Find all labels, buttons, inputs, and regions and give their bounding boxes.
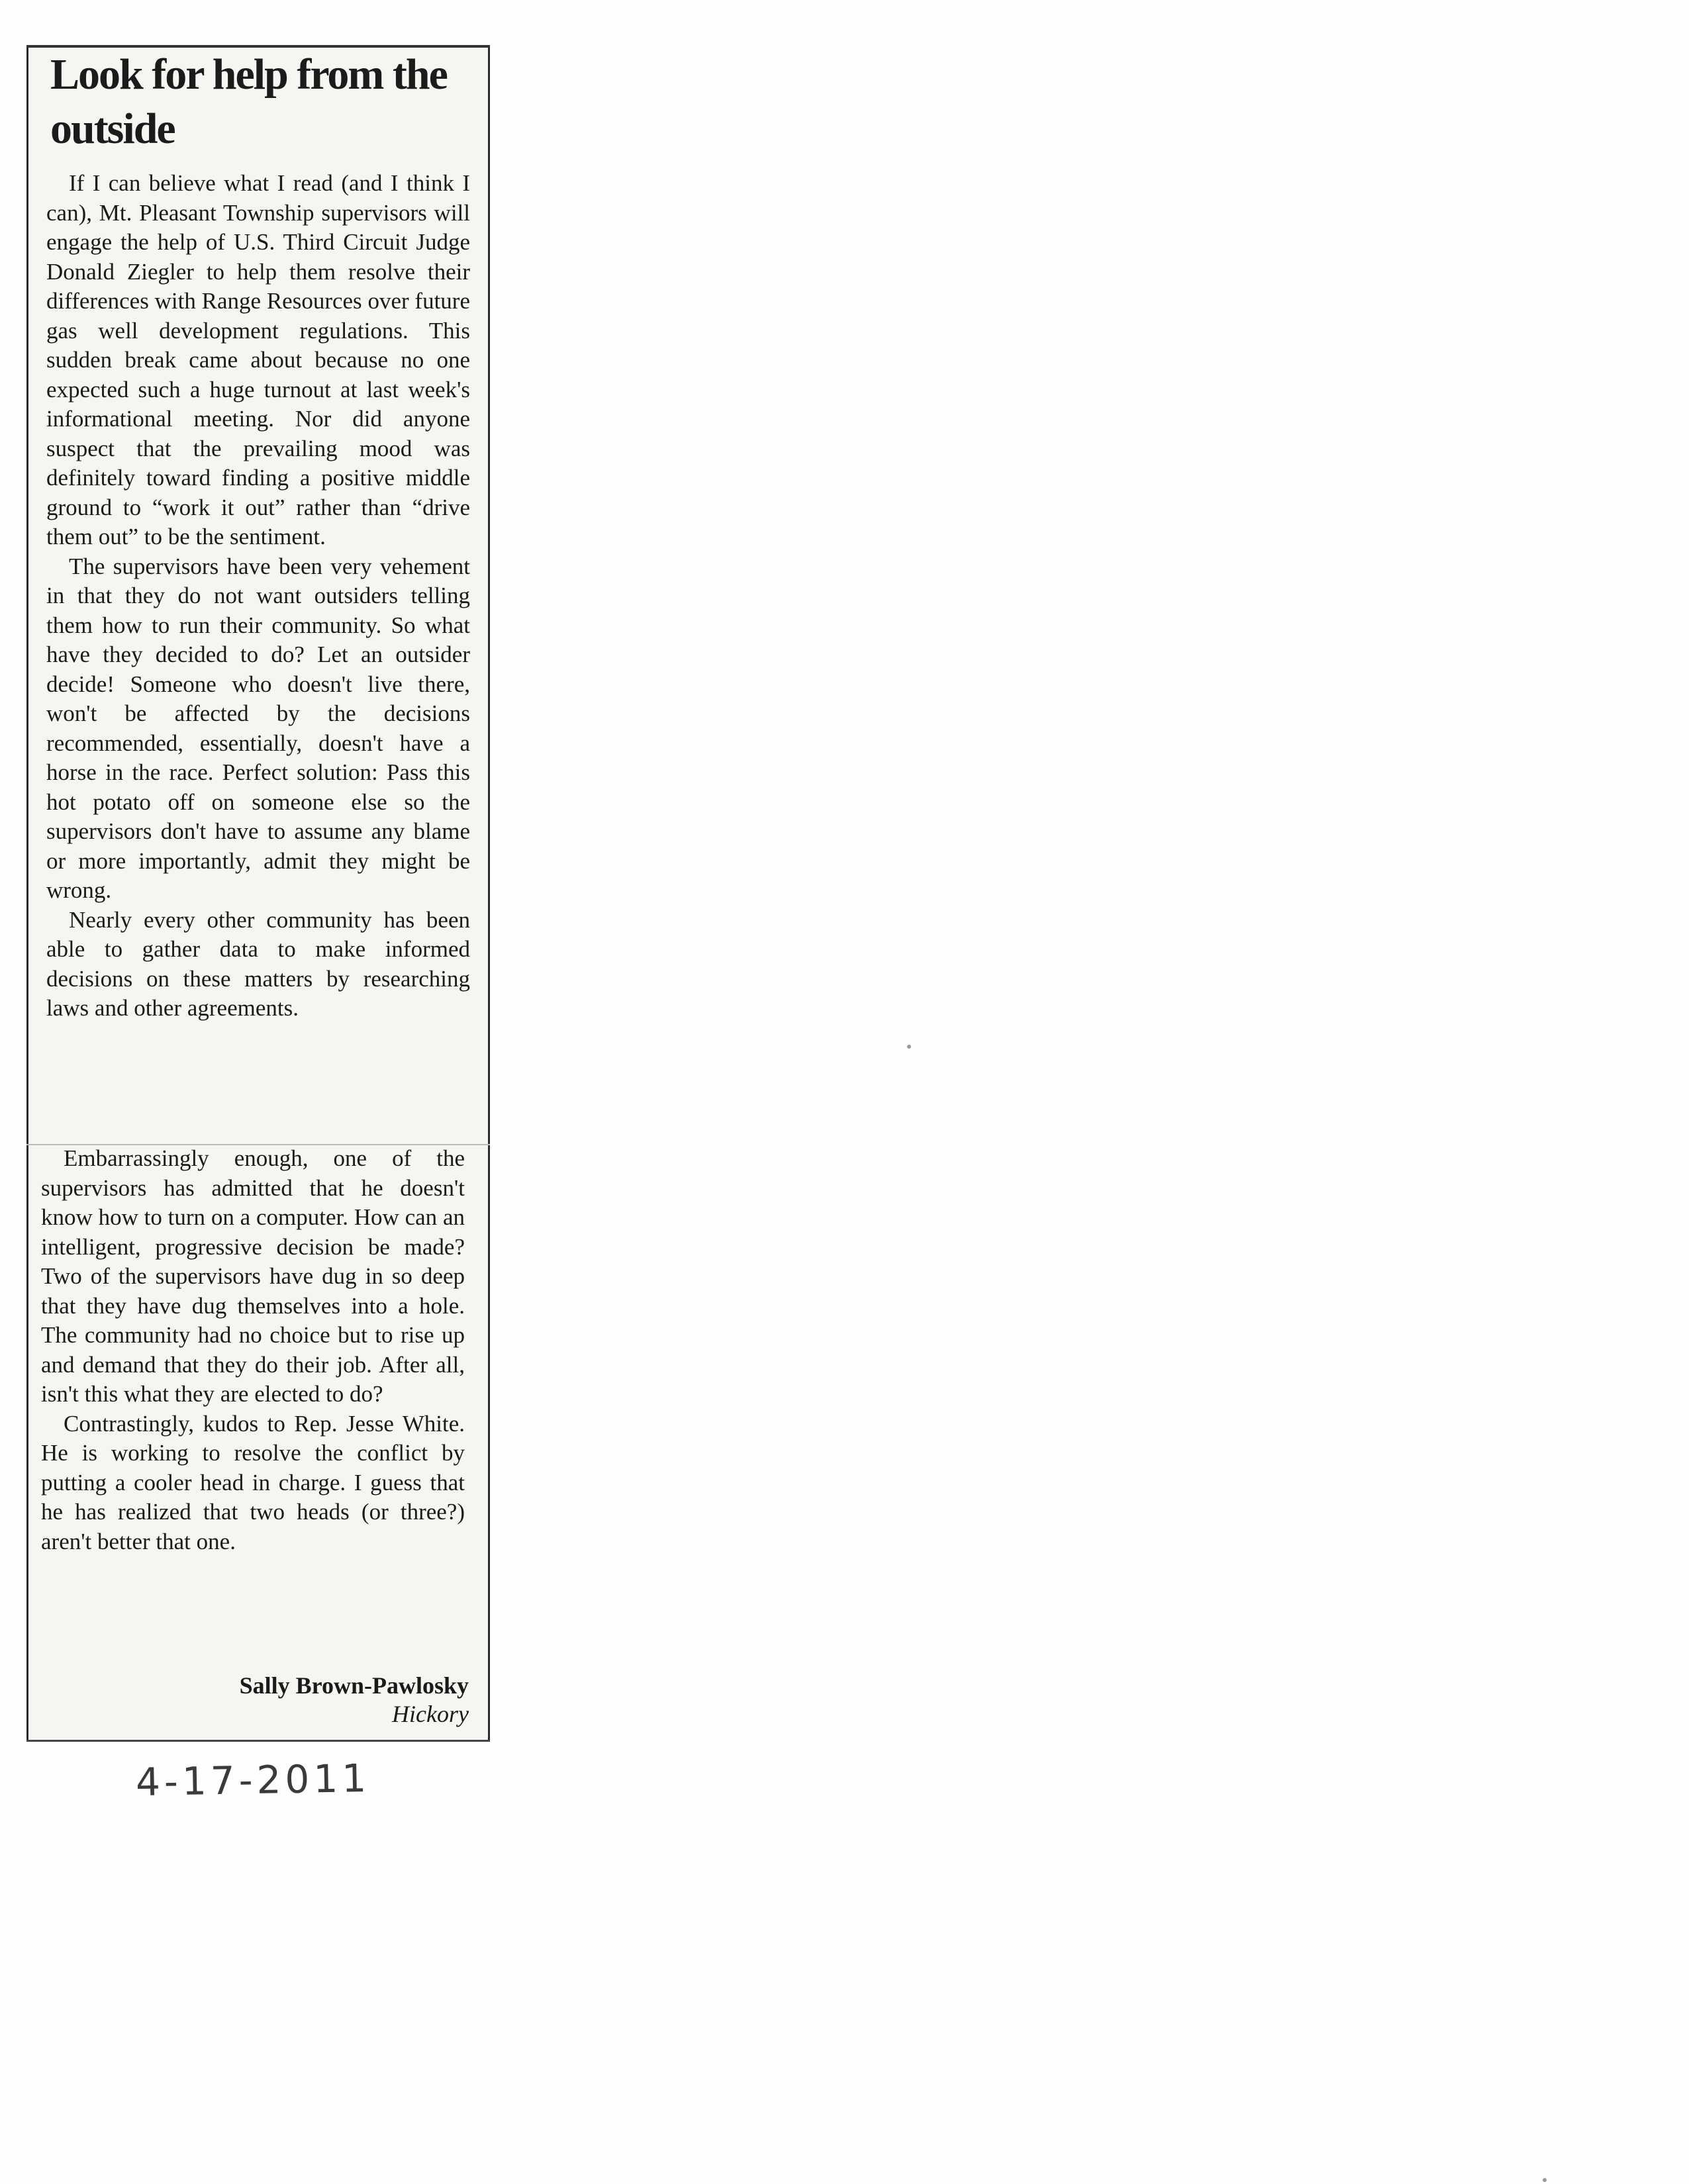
paragraph: If I can believe what I read (and I think I can), Mt. Pleasant Township supervisors will engage the help of U.S. Third Circuit Judge Donald Ziegler to help them resolve their differences with Range Resources over future gas well development regulations. This sudden break came about because no one expected such a huge turnout at last week's informational meeting. Nor did anyone suspect that the prevailing mood was definitely toward finding a positive middle ground to “work it out” rather than “drive them out” to be the sentiment. [46, 170, 470, 549]
letter-signature [240, 1670, 469, 1727]
letter-body-part-1 [46, 169, 470, 1023]
author-name: Sally Brown-Pawlosky [239, 1672, 469, 1699]
paragraph: Nearly every other community has been able to gather data to make informed decisions on these matters by researching laws and other agreements. [46, 906, 470, 1021]
scan-speck [1543, 2178, 1547, 2182]
paragraph: Embarrassingly enough, one of the supervisors has admitted that he doesn't know how to turn on a computer. How can an intelligent, progressive decision be made? Two of the supervisors have dug in so deep that they have dug themselves into a hole. The community had no choice but to rise up and demand that they do their job. After all, isn't this what they are elected to do? [41, 1145, 465, 1407]
letter-headline: Look for help from the outside [50, 50, 447, 153]
author-location: Hickory [392, 1701, 469, 1727]
clipping-bottom-border [26, 1740, 490, 1742]
letter-body-part-2 [41, 1144, 465, 1556]
scan-speck [907, 1045, 911, 1049]
handwritten-date: 4-17-2011 [135, 1755, 371, 1805]
paragraph: The supervisors have been very vehement in that they do not want outsiders telling them how to run their community. So what have they decided to do? Let an outsider decide! Someone who doesn't live there, won't be affected by the decisions recommended, essentially, doesn't have a horse in the race. Perfect solution: Pass this hot potato off on someone else so the supervisors don't have to assume any blame or more importantly, admit they might be wrong. [46, 553, 470, 903]
paragraph: Contrastingly, kudos to Rep. Jesse White. He is working to resolve the conflict by putting a cooler head in charge. I guess that he has realized that two heads (or three?) aren't better that one. [41, 1410, 465, 1554]
